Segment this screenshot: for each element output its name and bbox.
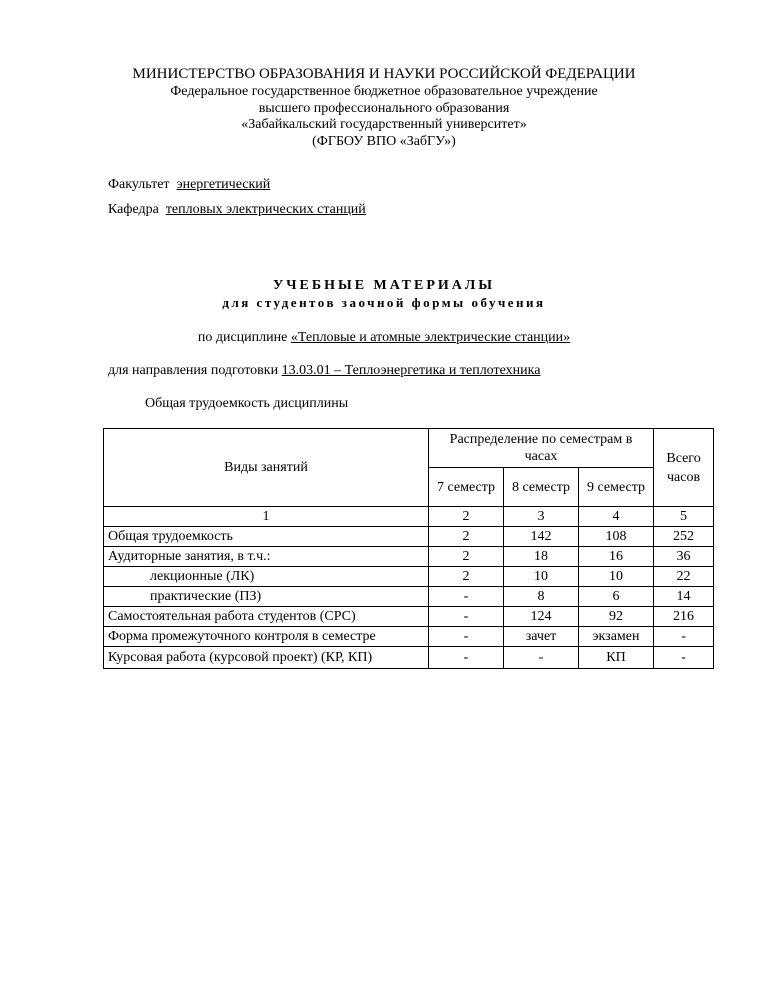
row-s7: 2 (429, 567, 504, 587)
university-name: «Забайкальский государственный университет» (241, 117, 527, 132)
row-name: Общая трудоемкость (104, 527, 429, 547)
table-row (104, 607, 714, 627)
row-s7: - (429, 627, 504, 647)
row-total: 252 (654, 527, 714, 547)
document-subtitle: для студентов заочной формы обучения (222, 295, 546, 310)
row-name: Форма промежуточного контроля в семестре (104, 627, 429, 647)
num-cell: 5 (654, 507, 714, 527)
row-name: лекционные (ЛК) (104, 567, 429, 587)
header-distribution: Распределение по семестрам в часах (429, 429, 654, 468)
header-kinds: Виды занятий (104, 429, 429, 507)
direction-value: 13.03.01 – Теплоэнергетика и теплотехника (281, 363, 541, 378)
row-total: 36 (654, 547, 714, 567)
header-sem8: 8 семестр (504, 468, 579, 507)
row-s7: 2 (429, 547, 504, 567)
discipline-value: «Тепловые и атомные электрические станции» (290, 330, 571, 345)
row-s8: 124 (504, 607, 579, 627)
direction-line (108, 363, 540, 379)
institution-line1: Федеральное государственное бюджетное образовательное учреждение (170, 84, 598, 99)
faculty-value: энергетический (176, 177, 271, 192)
row-s7: 2 (429, 527, 504, 547)
semester-table (103, 428, 714, 669)
faculty-line (108, 177, 270, 193)
department-value: тепловых электрических станций (165, 202, 366, 217)
num-cell: 3 (504, 507, 579, 527)
row-s9: 6 (579, 587, 654, 607)
row-s7: - (429, 647, 504, 669)
row-s8: зачет (504, 627, 579, 647)
row-s9: экзамен (579, 627, 654, 647)
row-s9: 92 (579, 607, 654, 627)
document-title: УЧЕБНЫЕ МАТЕРИАЛЫ (272, 278, 496, 293)
header-sem7: 7 семестр (429, 468, 504, 507)
row-s8: 18 (504, 547, 579, 567)
table-numbering-row (104, 507, 714, 527)
discipline-line (0, 330, 768, 346)
workload-label: Общая трудоемкость дисциплины (145, 396, 349, 411)
num-cell: 1 (104, 507, 429, 527)
num-cell: 2 (429, 507, 504, 527)
row-s8: 142 (504, 527, 579, 547)
row-s9: 10 (579, 567, 654, 587)
row-total: - (654, 647, 714, 669)
table-row (104, 567, 714, 587)
department-line (108, 202, 366, 218)
row-s8: - (504, 647, 579, 669)
table-row (104, 587, 714, 607)
row-name: практические (ПЗ) (104, 587, 429, 607)
row-total: 216 (654, 607, 714, 627)
discipline-label: по дисциплине (197, 330, 288, 345)
table-row (104, 527, 714, 547)
institution-line2: высшего профессионального образования (258, 101, 510, 116)
row-total: 22 (654, 567, 714, 587)
row-total: 14 (654, 587, 714, 607)
row-s9: КП (579, 647, 654, 669)
row-name: Самостоятельная работа студентов (СРС) (104, 607, 429, 627)
row-name: Курсовая работа (курсовой проект) (КР, КП) (104, 647, 429, 669)
row-s9: 16 (579, 547, 654, 567)
num-cell: 4 (579, 507, 654, 527)
row-name: Аудиторные занятия, в т.ч.: (104, 547, 429, 567)
department-label: Кафедра (108, 202, 159, 217)
table-row (104, 627, 714, 647)
table-row (104, 647, 714, 669)
ministry-title: МИНИСТЕРСТВО ОБРАЗОВАНИЯ И НАУКИ РОССИЙСКОЙ ФЕДЕРАЦИИ (132, 66, 636, 82)
header-total: Всего часов (654, 429, 714, 507)
direction-label: для направления подготовки (108, 363, 279, 378)
row-total: - (654, 627, 714, 647)
row-s8: 10 (504, 567, 579, 587)
university-abbr: (ФГБОУ ВПО «ЗабГУ») (312, 134, 456, 149)
header-sem9: 9 семестр (579, 468, 654, 507)
row-s7: - (429, 587, 504, 607)
table-row (104, 547, 714, 567)
row-s7: - (429, 607, 504, 627)
row-s8: 8 (504, 587, 579, 607)
row-s9: 108 (579, 527, 654, 547)
faculty-label: Факультет (108, 177, 170, 192)
